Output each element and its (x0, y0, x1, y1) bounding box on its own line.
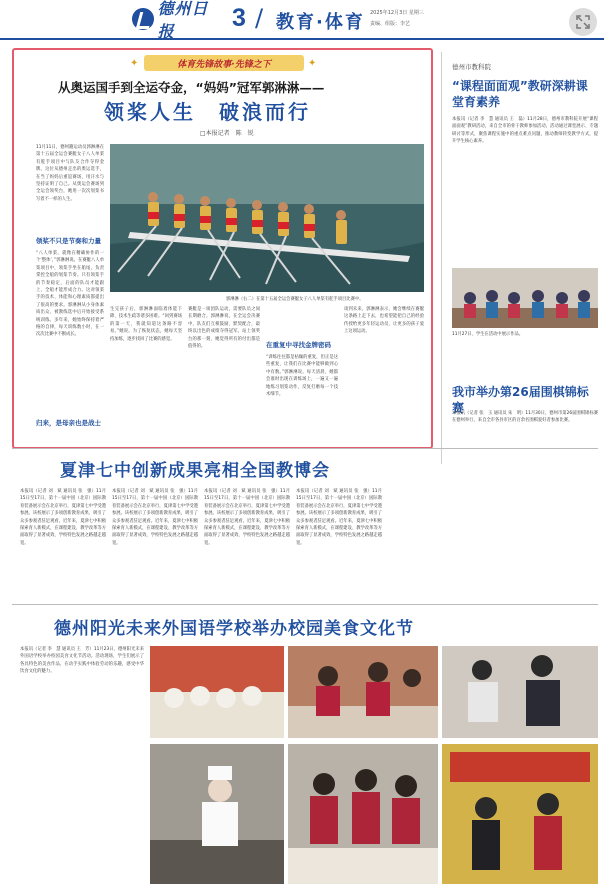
page-slash: / (255, 4, 264, 32)
food-festival-photo-3 (442, 646, 598, 738)
xiajin-article-col-2: 本报讯（记者 刘 斌 通讯员 张 强）11月15日至17日，第十一届中国（北京）国际教育装备展示会在北京举行，夏津第七中学受邀参展。该校展示了多项创新教育成果，吸引了众多参观者驻足观看。近年来，夏津七中积极探索育人新模式，在课程建设、教学改革等方面取得了显著成效，学校特色发展之路越走越宽。 (112, 489, 198, 546)
banner-ornament-right: ✦ (308, 58, 317, 69)
feature-subhead-2: 归来，是母亲也是战士 (36, 419, 101, 427)
food-festival-photo-1 (150, 646, 284, 738)
xiajin-article-headline: 夏津七中创新成果亮相全国教博会 (60, 461, 330, 481)
feature-column-4: “训练往往都是枯燥的重复，但正是这些重复，让我们在比赛中能够做到心中有数。”郭淋淋说。每天清晨，她都会准时出现在训练场上，一遍又一遍地练习划桨动作，反复打磨每一个技术细节。 (266, 355, 338, 398)
fullscreen-button[interactable] (569, 8, 597, 36)
go-tournament-body: 本报讯（记者 张 玉 通讯员 朱 明）11月30日，德州市第26届围棋锦标赛在德州举行，来自全市各县市区的百余名围棋爱好者参加比赛。 (452, 411, 598, 424)
page-number: 3 (232, 4, 246, 32)
students-serving-illustration (288, 744, 438, 884)
class-photo-illustration (452, 268, 598, 328)
feature-headline: 领桨人生 破浪而行 (104, 100, 311, 124)
food-festival-photo-6 (442, 744, 598, 884)
go-tournament-headline: 我市举办第26届围棋锦标赛 (452, 385, 589, 415)
column-divider (441, 52, 442, 464)
students-cooking-illustration (288, 646, 438, 738)
feature-column-1: “八人单桨，就像在精确协作的一个‘整体’，”郭淋淋说。在赛艇八人单桨项目中，领桨手坐在船尾，负责掌控全船的划桨节奏。只有领桨手的节奏稳定，后面的队员才能跟上，全船才能形成合力。这对领桨手的技术、体能和心理素质都提出了很高的要求。郭淋淋从小身体素质出众，被教练选中后开始接受系统训练。多年来，她始终保持着严格的自律，每天训练数小时，在一次次比赛中不断成长。 (36, 251, 104, 338)
tasting-event-illustration (442, 646, 598, 738)
page-masthead (0, 0, 604, 40)
expand-icon (576, 15, 590, 29)
food-festival-photo-5 (288, 744, 438, 884)
feature-banner-text: 体育先锋故事·先锋之下 (177, 59, 271, 70)
right-article-kicker: 德州市教科院 (452, 63, 491, 71)
food-festival-photo-4 (150, 744, 284, 884)
rowing-photo-caption: 郭淋淋（右二）在第十五届全运会赛艇女子八人单桨有舵手项目比赛中。 (226, 297, 364, 302)
food-festival-headline: 德州阳光未来外国语学校举办校园美食文化节 (54, 619, 414, 639)
right-article-headline: “课程面面观”教研深耕课堂育素养 (452, 79, 588, 109)
section-rule-2 (12, 604, 598, 605)
dumpling-display-illustration (150, 646, 284, 738)
calligraphy-booth-illustration (442, 744, 598, 884)
feature-column-5: 谈到未来，郭淋淋表示，她会继续在赛艇这条路上走下去，也希望能把自己的经验传授给更多年轻运动员，让更多的孩子爱上这项运动。 (344, 307, 424, 335)
page-date: 2025年12月3日 星期三 (370, 10, 424, 16)
logo-text: 德州日报 (157, 0, 209, 41)
feature-intro: 11月11日，德州籍运动员郭淋淋在第十五届全运会赛艇女子八人单桨有舵手项目中与队友合作夺得金牌。这位从德州走出的奥运选手，在当了妈妈后重返赛场，用汗水与坚持证明了自己。从奥运会赛场到全运会领奖台，她用一次次划桨书写着不一样的人生。 (36, 145, 104, 202)
feature-column-3: 赛艇是一项团队运动，需要队员之间长期磨合。郭淋淋说，在全运会决赛中，队友们互相鼓励、默契配合，最终以出色的成绩夺得冠军。站上领奖台的那一刻，她觉得所有的付出都是值得的。 (188, 307, 260, 350)
feature-column-2: 生完孩子后，郭淋淋面临着体能下降、技术生疏等诸多困难。“回到赛场的第一天，我就知道这条路不容易。”她说。为了恢复状态，她每天坚持加练，逐步找回了比赛的感觉。 (110, 307, 182, 342)
feature-subhead-1: 领桨不只是节奏和力量 (36, 237, 101, 245)
feature-subhead-3: 在重复中寻找金牌密码 (266, 341, 331, 349)
feature-kicker: 从奥运国手到全运夺金，“妈妈”冠军郭淋淋—— (58, 80, 325, 95)
banner-ornament-left: ✦ (130, 58, 139, 69)
food-festival-body: 本报讯（记者 李 慧 通讯员 王 芳）11月23日，德州阳光未来外国语学校举办校园美食文化节活动。活动现场，学生们展示了各具特色的美食作品，在动手实践中体验劳动的乐趣，感受中华饮食文化的魅力。 (20, 647, 144, 675)
feature-banner (144, 55, 304, 71)
xiajin-article-col-1: 本报讯（记者 刘 斌 通讯员 张 强）11月15日至17日，第十一届中国（北京）国际教育装备展示会在北京举行，夏津第七中学受邀参展。该校展示了多项创新教育成果，吸引了众多参观者驻足观看。近年来，夏津七中积极探索育人新模式，在课程建设、教学改革等方面取得了显著成效，学校特色发展之路越走越宽。 (20, 489, 106, 546)
xiajin-article-col-3: 本报讯（记者 刘 斌 通讯员 张 强）11月15日至17日，第十一届中国（北京）国际教育装备展示会在北京举行，夏津第七中学受邀参展。该校展示了多项创新教育成果，吸引了众多参观者驻足观看。近年来，夏津七中积极探索育人新模式，在课程建设、教学改革等方面取得了显著成效，学校特色发展之路越走越宽。 (204, 489, 290, 546)
right-article-body: 本报讯（记者 李 慧 通讯员 王 磊）11月28日，德州市教科院开展“课程面面观”教研活动，来自全市的骨干教师参加活动。活动通过课堂展示、专题研讨等形式，聚焦课程实施中的重点难点问题，推动教师转变教学方式，提升学生核心素养。 (452, 117, 598, 145)
food-festival-photo-2 (288, 646, 438, 738)
xiajin-article-col-4: 本报讯（记者 刘 斌 通讯员 张 强）11月15日至17日，第十一届中国（北京）国际教育装备展示会在北京举行，夏津第七中学受邀参展。该校展示了多项创新教育成果，吸引了众多参观者驻足观看。近年来，夏津七中积极探索育人新模式，在课程建设、教学改革等方面取得了显著成效，学校特色发展之路越走越宽。 (296, 489, 382, 546)
newspaper-logo (132, 0, 224, 41)
chef-cooking-illustration (150, 744, 284, 884)
page-editor: 责编、组版：李艺 (370, 21, 411, 27)
feature-byline: □本报记者 陈 锐 (200, 130, 254, 137)
rowing-team-photo (110, 144, 424, 292)
class-photo-caption: 11月27日，学生在活动中展示作品。 (452, 332, 524, 337)
logo-icon (132, 8, 154, 30)
class-activity-photo (452, 268, 598, 328)
page-section-title: 教育·体育 (276, 12, 365, 33)
rowing-photo-illustration (110, 144, 424, 292)
